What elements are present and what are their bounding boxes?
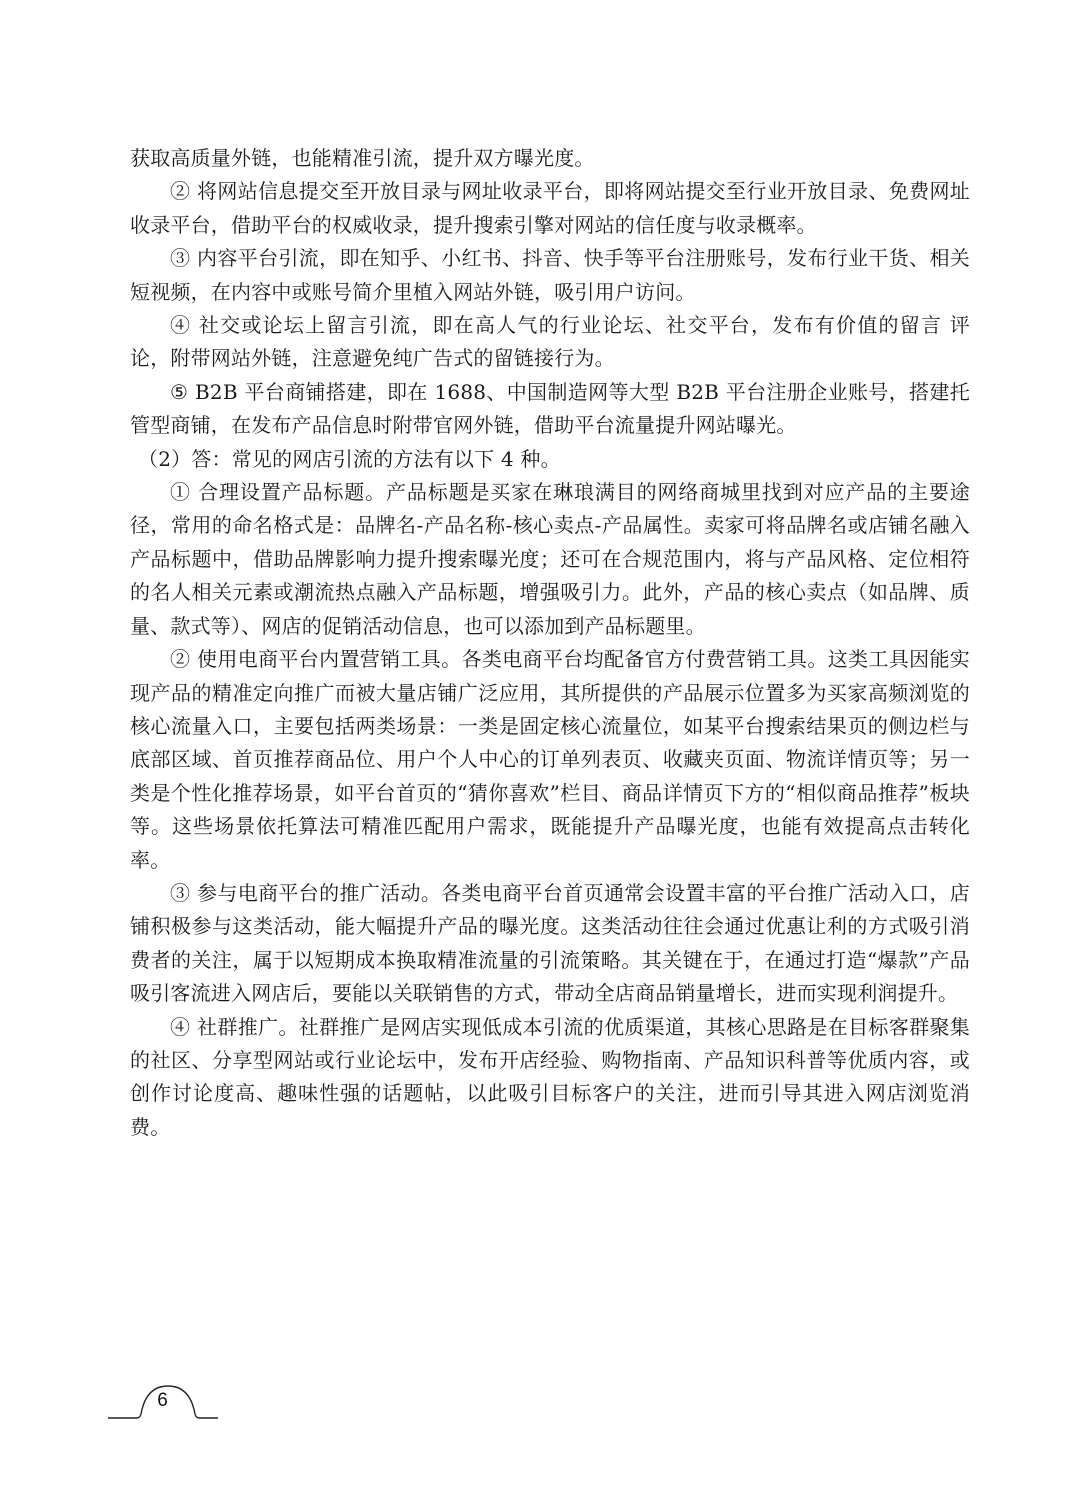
paragraph-item-2: ② 将网站信息提交至开放目录与网址收录平台，即将网站提交至行业开放目录、免费网址收录平台，借助平台的权威收录，提升搜索引擎对网站的信任度与收录概率。 bbox=[130, 179, 970, 237]
page-footer bbox=[100, 1378, 240, 1428]
answer-heading: （2）答：常见的网店引流的方法有以下 4 种。 bbox=[138, 446, 561, 471]
paragraph-method-2: ② 使用电商平台内置营销工具。各类电商平台均配备官方付费营销工具。这类工具因能实现产品的精准定向推广而被大量店铺广泛应用，其所提供的产品展示位置多为买家高频浏览的核心流量入口，主要包括两类场景：一类是固定核心流量位，如某平台搜索结果页的侧边栏与底部区域、首页推荐商品位、用户个人中心的订单列表页、收藏夹页面、物流详情页等；另一类是个性化推荐场景，如平台首页的“猜你喜欢”栏目、商品详情页下方的“相似商品推荐”板块等。这些场景依托算法可精准匹配用户需求，既能提升产品曝光度，也能有效提高点击转化率。 bbox=[130, 647, 970, 872]
paragraph-method-4: ④ 社群推广。社群推广是网店实现低成本引流的优质渠道，其核心思路是在目标客群聚集的社区、分享型网站或行业论坛中，发布开店经验、购物指南、产品知识科普等优质内容，或创作讨论度高、趣味性强的话题帖，以此吸引目标客户的关注，进而引导其进入网店浏览消费。 bbox=[130, 1014, 970, 1139]
paragraph-method-3: ③ 参与电商平台的推广活动。各类电商平台首页通常会设置丰富的平台推广活动入口，店铺积极参与这类活动，能大幅提升产品的曝光度。这类活动往往会通过优惠让利的方式吸引消费者的关注，属于以短期成本换取精准流量的引流策略。其关键在于，在通过打造“爆款”产品吸引客流进入网店后，要能以关联销售的方式，带动全店商品销量增长，进而实现利润提升。 bbox=[130, 880, 970, 1006]
page-body bbox=[130, 142, 970, 1144]
paragraph-item-3: ③ 内容平台引流，即在知乎、小红书、抖音、快手等平台注册账号，发布行业干货、相关短视频，在内容中或账号简介里植入网站外链，吸引用户访问。 bbox=[130, 246, 970, 304]
page-number: 6 bbox=[157, 1390, 168, 1411]
paragraph-item-5: ⑤ B2B 平台商铺搭建，即在 1688、中国制造网等大型 B2B 平台注册企业账号，搭建托管型商铺，在发布产品信息时附带官网外链，借助平台流量提升网站曝光。 bbox=[130, 379, 970, 438]
paragraph-method-1: ① 合理设置产品标题。产品标题是买家在琳琅满目的网络商城里找到对应产品的主要途径，常用的命名格式是：品牌名-产品名称-核心卖点-产品属性。卖家可将品牌名或店铺名融入产品标题中，借助品牌影响力提升搜索曝光度；还可在合规范围内，将与产品风格、定位相符的名人相关元素或潮流热点融入产品标题，增强吸引力。此外，产品的核心卖点（如品牌、质量、款式等）、网店的促销活动信息，也可以添加到产品标题里。 bbox=[130, 480, 970, 638]
paragraph-item-4: ④ 社交或论坛上留言引流，即在高人气的行业论坛、社交平台，发布有价值的留言 评论，附带网站外链，注意避免纯广告式的留链接行为。 bbox=[130, 313, 970, 371]
paragraph-continuation: 获取高质量外链，也能精准引流，提升双方曝光度。 bbox=[130, 146, 595, 170]
